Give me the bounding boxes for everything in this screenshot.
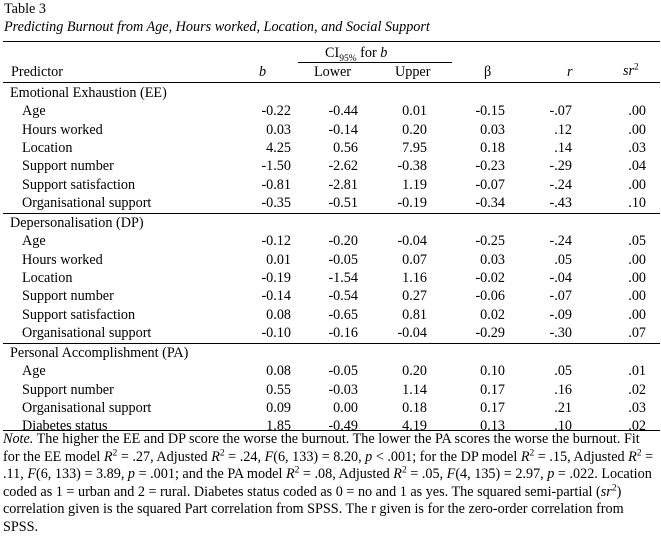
beta-cell: -0.15 bbox=[475, 103, 505, 120]
lower-cell: -2.62 bbox=[328, 158, 358, 175]
header-r: r bbox=[567, 64, 573, 80]
upper-cell: 0.20 bbox=[402, 363, 427, 380]
table-row bbox=[0, 176, 661, 194]
beta-cell: -0.34 bbox=[475, 195, 505, 212]
upper-cell: 0.20 bbox=[402, 121, 427, 138]
table-row bbox=[0, 381, 661, 399]
upper-cell: 1.14 bbox=[402, 381, 427, 398]
sr2-cell: .00 bbox=[628, 288, 646, 305]
upper-cell: 0.18 bbox=[402, 399, 427, 416]
b-cell: 4.25 bbox=[266, 140, 291, 157]
predictor-cell: Hours worked bbox=[22, 121, 103, 138]
sr2-cell: .00 bbox=[628, 306, 646, 323]
table-row bbox=[0, 251, 661, 269]
sr2-cell: .03 bbox=[628, 140, 646, 157]
sr2-cell: .01 bbox=[628, 363, 646, 380]
b-cell: -0.14 bbox=[261, 288, 291, 305]
b-cell: 0.03 bbox=[266, 121, 291, 138]
beta-cell: -0.06 bbox=[475, 288, 505, 305]
table-row bbox=[0, 287, 661, 305]
predictor-cell: Organisational support bbox=[22, 399, 152, 416]
table-title: Predicting Burnout from Age, Hours worked, Location, and Social Support bbox=[4, 19, 430, 35]
group-header-row bbox=[0, 344, 661, 362]
group-header-row bbox=[0, 84, 661, 102]
b-cell: 0.55 bbox=[266, 381, 291, 398]
b-cell: 0.09 bbox=[266, 399, 291, 416]
sr2-cell: .00 bbox=[628, 176, 646, 193]
sr2-cell: .03 bbox=[628, 399, 646, 416]
ci-rule bbox=[298, 62, 452, 63]
beta-cell: -0.29 bbox=[475, 325, 505, 342]
predictor-cell: Hours worked bbox=[22, 251, 103, 268]
upper-cell: 0.81 bbox=[402, 306, 427, 323]
upper-cell: -0.04 bbox=[397, 233, 427, 250]
b-cell: 0.08 bbox=[266, 306, 291, 323]
sr2-cell: .04 bbox=[628, 158, 646, 175]
r-cell: -.29 bbox=[549, 158, 572, 175]
b-cell: -0.10 bbox=[261, 325, 291, 342]
predictor-cell: Organisational support bbox=[22, 325, 152, 342]
lower-cell: -0.44 bbox=[328, 103, 358, 120]
beta-cell: 0.17 bbox=[480, 381, 505, 398]
beta-cell: -0.07 bbox=[475, 176, 505, 193]
predictor-cell: Age bbox=[22, 233, 46, 250]
beta-cell: 0.17 bbox=[480, 399, 505, 416]
r-cell: .16 bbox=[554, 381, 572, 398]
r-cell: -.07 bbox=[549, 288, 572, 305]
group-name: Depersonalisation (DP) bbox=[10, 214, 144, 231]
predictor-cell: Age bbox=[22, 103, 46, 120]
beta-cell: 0.18 bbox=[480, 140, 505, 157]
table-row bbox=[0, 139, 661, 157]
lower-cell: -2.81 bbox=[328, 176, 358, 193]
upper-cell: 1.19 bbox=[402, 176, 427, 193]
table-note: Note. The higher the EE and DP score the worse the burnout. The lower the PA scores the worse the burnout. Fit for the EE model $R^2 = .27$, Adjusted $R^2 = .24$, F(6, 133) = 8.20, p < .001; for the DP model $R^2 = .15$, Adjusted $R^2 = .11$, F(6, 133) = 3.89, p = .001; and the PA model $R^2 = .08$, Adjusted $R^2 = .05$, F(4, 135) = 2.97, p = .022. Location coded as 1 = urban and 2 = rural. Diabetes status coded as 0 = no and 1 as yes. The squared semi-partial $(sr^2)$ correlation given is the squared Part correlation from SPSS. The r given is for the zero-order correlation from SPSS. bbox=[3, 431, 654, 535]
predictor-cell: Location bbox=[22, 270, 73, 286]
b-cell: 0.01 bbox=[266, 251, 291, 268]
table-row bbox=[0, 121, 661, 139]
predictor-cell: Location bbox=[22, 140, 73, 157]
table-row bbox=[0, 362, 661, 380]
table-row bbox=[0, 102, 661, 120]
r-cell: .21 bbox=[554, 399, 572, 416]
table-row bbox=[0, 324, 661, 342]
predictor-cell: Diabetes status bbox=[22, 418, 108, 435]
header-upper: Upper bbox=[395, 64, 431, 80]
predictor-cell: Organisational support bbox=[22, 195, 152, 212]
lower-cell: -0.20 bbox=[328, 233, 358, 250]
upper-cell: 7.95 bbox=[402, 140, 427, 157]
sr2-cell: .07 bbox=[628, 325, 646, 342]
b-cell: -0.12 bbox=[261, 233, 291, 250]
lower-cell: -0.05 bbox=[328, 363, 358, 380]
beta-cell: 0.03 bbox=[480, 121, 505, 138]
lower-cell: -0.05 bbox=[328, 251, 358, 268]
r-cell: .12 bbox=[554, 121, 572, 138]
sr2-cell: .00 bbox=[628, 251, 646, 268]
b-cell: -0.81 bbox=[261, 176, 291, 193]
lower-cell: 0.00 bbox=[333, 399, 358, 416]
lower-cell: -0.03 bbox=[328, 381, 358, 398]
beta-cell: -0.25 bbox=[475, 233, 505, 250]
sr2-cell: .02 bbox=[628, 418, 646, 435]
predictor-cell: Support number bbox=[22, 158, 114, 175]
table-row bbox=[0, 232, 661, 250]
beta-cell: 0.13 bbox=[480, 418, 505, 435]
table-label: Table 3 bbox=[4, 1, 46, 17]
sr2-cell: .00 bbox=[628, 121, 646, 138]
header-beta: β bbox=[484, 64, 492, 80]
r-cell: -.24 bbox=[549, 233, 572, 250]
upper-cell: 0.01 bbox=[402, 103, 427, 120]
predictor-cell: Support number bbox=[22, 381, 114, 398]
header-sr2: $sr^2$ bbox=[623, 62, 639, 79]
upper-cell: -0.38 bbox=[397, 158, 427, 175]
sr2-cell: .00 bbox=[628, 270, 646, 286]
ci-header: $CI_{95\%}$ for b bbox=[325, 45, 388, 64]
beta-cell: -0.02 bbox=[475, 270, 505, 286]
table-row bbox=[0, 306, 661, 324]
header-predictor: Predictor bbox=[11, 64, 64, 80]
upper-cell: 0.07 bbox=[402, 251, 427, 268]
b-cell: 0.08 bbox=[266, 363, 291, 380]
beta-cell: 0.02 bbox=[480, 306, 505, 323]
beta-cell: -0.23 bbox=[475, 158, 505, 175]
group-name: Emotional Exhaustion (EE) bbox=[10, 85, 167, 101]
beta-cell: 0.10 bbox=[480, 363, 505, 380]
r-cell: .10 bbox=[554, 418, 572, 435]
upper-cell: -0.04 bbox=[397, 325, 427, 342]
group-header-row bbox=[0, 214, 661, 232]
r-cell: -.43 bbox=[549, 195, 572, 212]
r-cell: .05 bbox=[554, 251, 572, 268]
lower-cell: -0.16 bbox=[328, 325, 358, 342]
b-cell: -0.19 bbox=[261, 270, 291, 286]
r-cell: -.04 bbox=[549, 270, 572, 286]
table-row bbox=[0, 194, 661, 212]
header-lower: Lower bbox=[314, 64, 352, 80]
r-cell: -.07 bbox=[549, 103, 572, 120]
r-cell: .14 bbox=[554, 140, 572, 157]
table-row bbox=[0, 157, 661, 175]
table-row bbox=[0, 269, 661, 287]
lower-cell: -0.54 bbox=[328, 288, 358, 305]
upper-cell: 4.19 bbox=[402, 418, 427, 435]
r-cell: .05 bbox=[554, 363, 572, 380]
sr2-cell: .05 bbox=[628, 233, 646, 250]
r-cell: -.24 bbox=[549, 176, 572, 193]
upper-cell: 1.16 bbox=[402, 270, 427, 286]
lower-cell: -1.54 bbox=[328, 270, 358, 286]
top-rule bbox=[3, 41, 660, 42]
header-rule bbox=[3, 82, 660, 83]
sr2-cell: .02 bbox=[628, 381, 646, 398]
predictor-cell: Support number bbox=[22, 288, 114, 305]
beta-cell: 0.03 bbox=[480, 251, 505, 268]
upper-cell: 0.27 bbox=[402, 288, 427, 305]
upper-cell: -0.19 bbox=[397, 195, 427, 212]
lower-cell: -0.49 bbox=[328, 418, 358, 435]
sr2-cell: .10 bbox=[628, 195, 646, 212]
lower-cell: -0.51 bbox=[328, 195, 358, 212]
table-row bbox=[0, 399, 661, 417]
b-cell: -1.50 bbox=[261, 158, 291, 175]
lower-cell: -0.65 bbox=[328, 306, 358, 323]
predictor-cell: Support satisfaction bbox=[22, 176, 136, 193]
lower-cell: 0.56 bbox=[333, 140, 358, 157]
predictor-cell: Age bbox=[22, 363, 46, 380]
b-cell: -0.22 bbox=[261, 103, 291, 120]
predictor-cell: Support satisfaction bbox=[22, 306, 136, 323]
b-cell: -0.35 bbox=[261, 195, 291, 212]
lower-cell: -0.14 bbox=[328, 121, 358, 138]
header-b: b bbox=[259, 64, 267, 80]
b-cell: 1.85 bbox=[266, 418, 291, 435]
r-cell: -.09 bbox=[549, 306, 572, 323]
r-cell: -.30 bbox=[549, 325, 572, 342]
sr2-cell: .00 bbox=[628, 103, 646, 120]
group-name: Personal Accomplishment (PA) bbox=[10, 344, 189, 361]
